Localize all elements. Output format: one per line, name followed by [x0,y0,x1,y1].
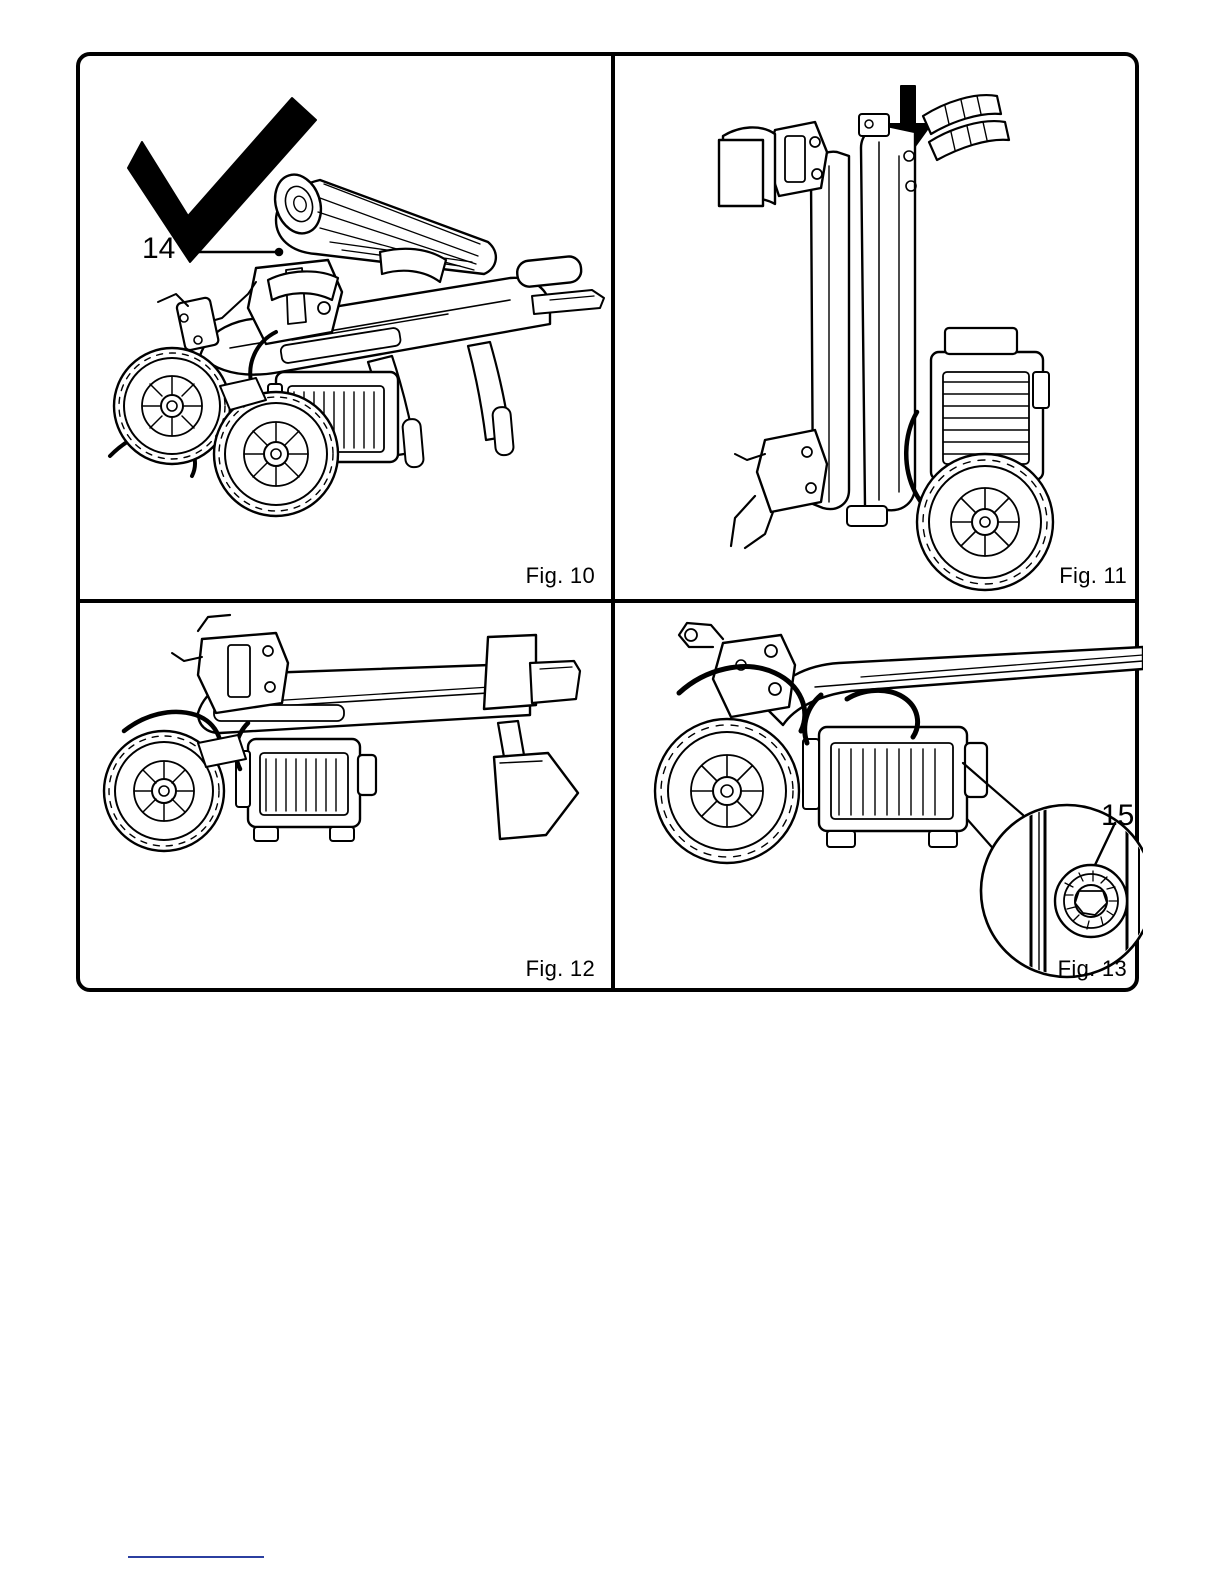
figure-12-label: Fig. 12 [525,956,595,981]
figure-11-label: Fig. 11 [1059,563,1127,588]
bleed-screw [1055,865,1127,937]
figure-12-cell [80,603,611,992]
callout-14-label: 14 [142,232,176,265]
splitter-beam [765,647,1143,725]
footer-rule [128,1556,264,1558]
pivot-bracket [679,623,795,717]
reservoir-box [719,140,763,206]
figure-10-label: Fig. 10 [525,563,595,588]
wheel-rear [214,392,338,516]
figure-12-illustration [80,603,611,992]
wheel-front [114,348,230,464]
figure-13-illustration [615,603,1143,992]
figure-11-illustration [615,56,1143,599]
figure-13-label: Fig. 13 [1057,956,1127,981]
handle-grips [923,95,1009,160]
figure-13-cell [615,603,1143,992]
figure-10-cell [80,56,611,599]
wedge-assembly [172,615,288,713]
callout-15-label: 15 [1101,799,1135,832]
motor-housing [236,739,376,841]
figure-10-illustration [80,56,611,599]
wheel [655,719,799,863]
motor-housing [803,727,987,847]
wheel [917,454,1053,590]
figure-grid [76,52,1139,992]
ram-wedge [484,635,580,839]
figure-11-cell [615,56,1143,599]
